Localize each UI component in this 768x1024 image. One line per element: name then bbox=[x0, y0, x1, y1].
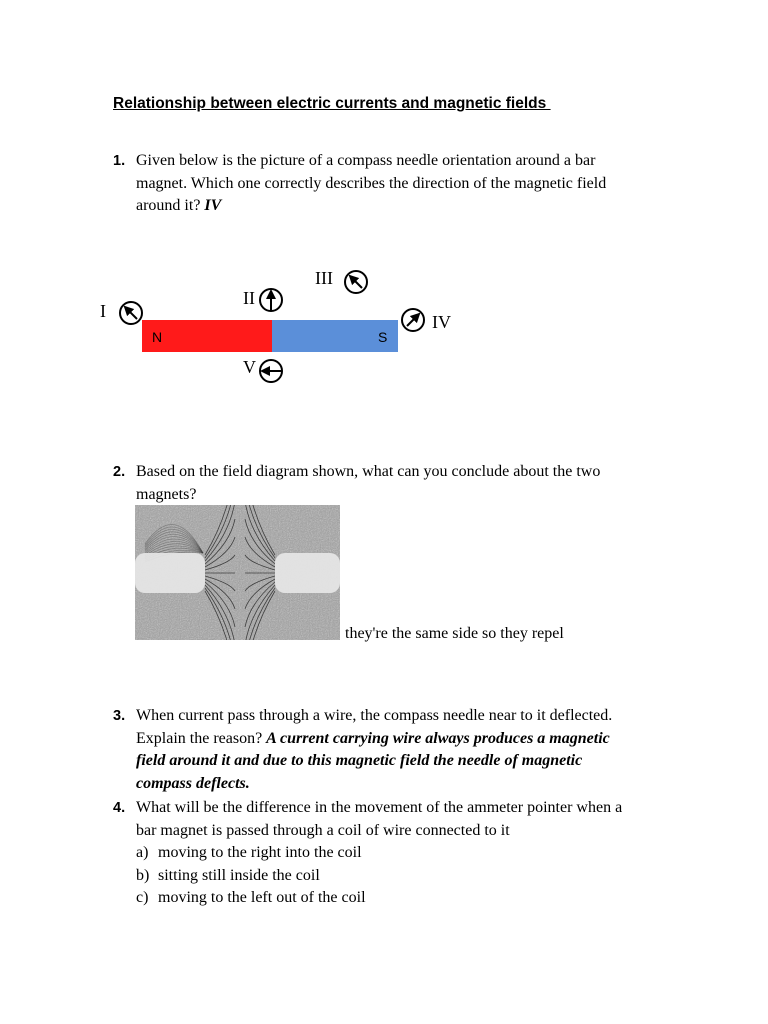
option-label: a) bbox=[136, 844, 149, 861]
bar-magnet-compass-figure bbox=[95, 262, 475, 392]
answer-text: compass deflects. bbox=[136, 774, 250, 792]
question-text-line: What will be the difference in the movement of the ammeter pointer when a bbox=[136, 799, 623, 816]
question-1 bbox=[113, 150, 693, 218]
magnet-south-label: S bbox=[378, 329, 388, 345]
compass-ii-icon bbox=[260, 289, 282, 311]
option-a bbox=[136, 842, 693, 865]
question-text-line: Given below is the picture of a compass needle orientation around a bar bbox=[136, 152, 596, 169]
question-text-line: magnet. Which one correctly describes the direction of the magnetic field bbox=[136, 174, 607, 192]
question-text-line: Based on the field diagram shown, what can you conclude about the two bbox=[136, 463, 601, 480]
compass-label-v: V bbox=[243, 357, 256, 377]
question-text-line: bar magnet is passed through a coil of wire connected to it bbox=[136, 821, 510, 839]
compass-v-icon bbox=[260, 360, 282, 382]
answer-text: IV bbox=[204, 197, 222, 214]
compass-label-i: I bbox=[100, 301, 106, 321]
compass-iv-icon bbox=[402, 309, 424, 331]
question-text-line bbox=[136, 728, 693, 751]
question-text-fragment: around it? bbox=[136, 197, 205, 214]
question-text-line bbox=[136, 195, 693, 218]
question-number: 1. bbox=[113, 153, 126, 169]
question-text-line: When current pass through a wire, the compass needle near to it deflected. bbox=[136, 707, 613, 724]
compass-label-iii: III bbox=[315, 268, 333, 288]
option-label: c) bbox=[136, 889, 149, 906]
worksheet-heading: Relationship between electric currents and magnetic fields bbox=[113, 95, 551, 112]
question-number: 3. bbox=[113, 708, 126, 724]
option-c bbox=[136, 887, 693, 910]
question-2 bbox=[113, 461, 693, 506]
option-b bbox=[136, 865, 693, 888]
answer-text: A current carrying wire always produces a magnetic bbox=[266, 729, 610, 747]
question-text-fragment: Explain the reason? bbox=[136, 729, 267, 747]
compass-i-icon bbox=[120, 302, 142, 324]
question-3 bbox=[113, 705, 693, 795]
question-number: 4. bbox=[113, 800, 126, 816]
question-text-line: magnets? bbox=[136, 485, 197, 503]
option-text: sitting still inside the coil bbox=[158, 866, 320, 884]
question-4 bbox=[113, 797, 693, 910]
compass-iii-icon bbox=[345, 271, 367, 293]
magnet-north-label: N bbox=[152, 329, 163, 345]
option-text: moving to the left out of the coil bbox=[158, 889, 366, 906]
compass-label-iv: IV bbox=[432, 312, 451, 332]
magnetic-field-iron-filings-image bbox=[135, 505, 340, 640]
answer-text: field around it and due to this magnetic field the needle of magnetic bbox=[136, 752, 583, 769]
compass-label-ii: II bbox=[243, 288, 255, 308]
question-number: 2. bbox=[113, 464, 126, 480]
answer-text: they're the same side so they repel bbox=[345, 625, 564, 642]
option-label: b) bbox=[136, 866, 150, 884]
option-text: moving to the right into the coil bbox=[158, 844, 362, 861]
